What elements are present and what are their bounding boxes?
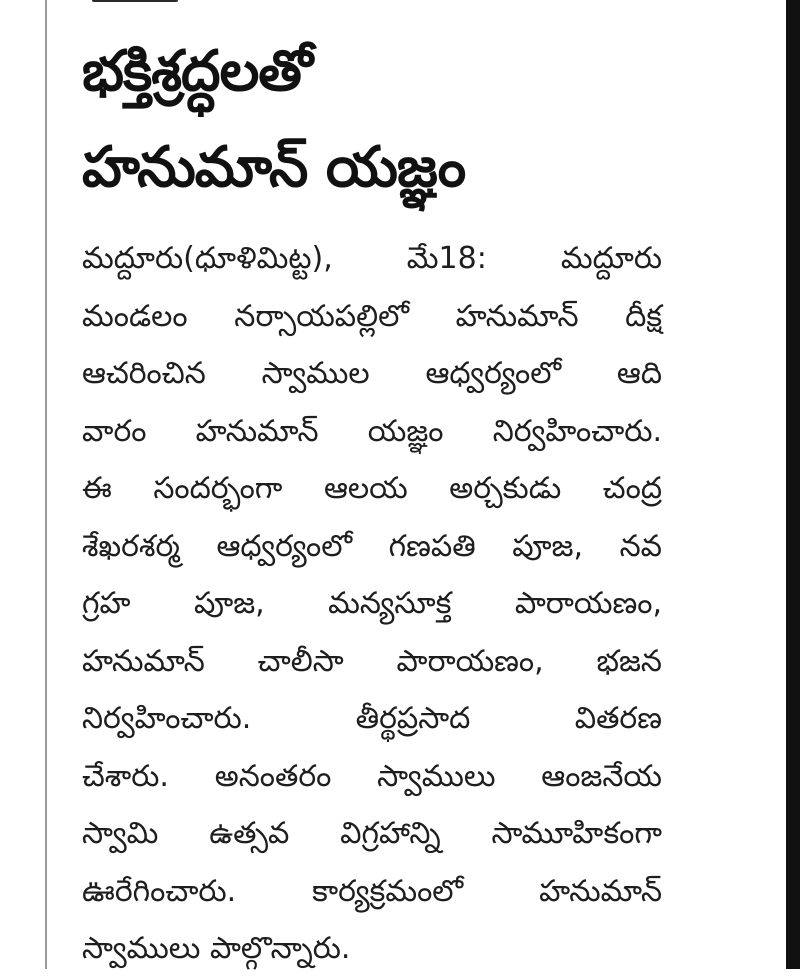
cropped-text-fragment xyxy=(92,0,178,2)
body-line: శేఖరశర్మ ఆధ్వర్యంలో గణపతి పూజ, నవ xyxy=(82,528,662,564)
article-body xyxy=(82,230,682,978)
page-edge xyxy=(786,0,800,969)
headline-line-2: హనుమాన్ యజ్ఞం xyxy=(82,135,466,200)
body-line: వారం హనుమాన్ యజ్ఞం నిర్వహించారు. xyxy=(82,413,662,449)
body-line: స్వాములు పాల్గొన్నారు. xyxy=(82,931,351,966)
body-line: ఈ సందర్భంగా ఆలయ అర్చకుడు చంద్ర xyxy=(82,471,662,506)
article-headline xyxy=(82,24,682,216)
body-line: స్వామి ఉత్సవ విగ్రహాన్ని సామూహికంగా xyxy=(82,816,662,851)
body-line: మండలం నర్సాయపల్లిలో హనుమాన్ దీక్ష xyxy=(82,298,662,334)
news-article xyxy=(82,24,682,978)
body-line: ఆచరించిన స్వాముల ఆధ్వర్యంలో ఆది xyxy=(82,356,662,391)
body-line: హనుమాన్ చాలీసా పారాయణం, భజన xyxy=(82,643,662,679)
body-line: ఊరేగించారు. కార్యక్రమంలో హనుమాన్ xyxy=(82,873,662,909)
body-line: నిర్వహించారు. తీర్థప్రసాద వితరణ xyxy=(82,701,662,736)
column-divider xyxy=(45,0,47,969)
body-line: మద్దూరు(ధూళిమిట్ట), మే18: మద్దూరు xyxy=(82,241,662,276)
body-line: గ్రహ పూజ, మన్యసూక్త పారాయణం, xyxy=(82,586,662,621)
body-line: చేశారు. అనంతరం స్వాములు ఆంజనేయ xyxy=(82,758,662,794)
headline-line-1: భక్తిశ్రద్ధలతో xyxy=(82,39,312,104)
